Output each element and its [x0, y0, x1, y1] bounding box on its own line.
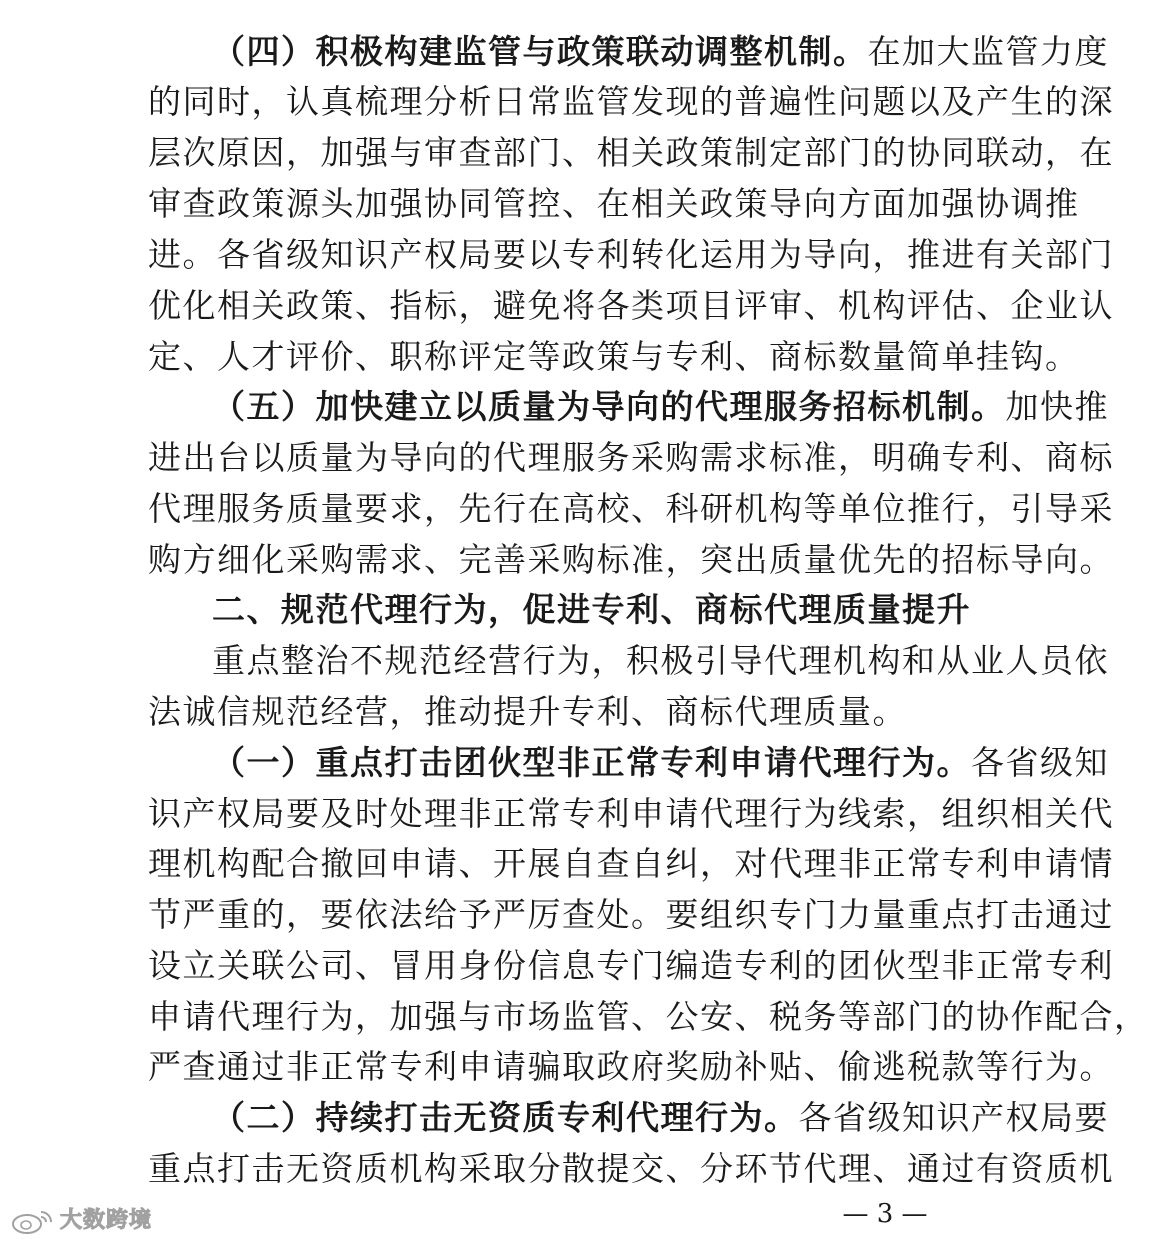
body-text: 各省级知: [971, 743, 1109, 782]
text-line: 识产权局要及时处理非正常专利申请代理行为线索，组织相关代: [148, 794, 1114, 833]
text-line: 法诚信规范经营，推动提升专利、商标代理质量。: [148, 692, 907, 731]
text-line: 重点整治不规范经营行为，积极引导代理机构和从业人员依: [212, 641, 1109, 680]
text-line: 审查政策源头加强协同管控、在相关政策导向方面加强协调推: [148, 184, 1080, 223]
text-line: 设立关联公司、冒用身份信息专门编造专利的团伙型非正常专利: [148, 946, 1114, 985]
paragraph-2-heading-line: [212, 1094, 1109, 1142]
paragraph-1-heading-line: [212, 739, 1109, 787]
text-line: 节严重的，要依法给予严厉查处。要组织专门力量重点打击通过: [148, 895, 1114, 934]
text-line: 优化相关政策、指标，避免将各类项目评审、机构评估、企业认: [148, 286, 1114, 325]
heading-text: （四）积极构建监管与政策联动调整机制。: [212, 32, 868, 71]
text-line: 层次原因，加强与审查部门、相关政策制定部门的协同联动，在: [148, 133, 1114, 172]
page-number: — 3 —: [842, 1199, 928, 1229]
text-line: 严查通过非正常专利申请骗取政府奖励补贴、偷逃税款等行为。: [148, 1047, 1114, 1086]
section-2-title: 二、规范代理行为，促进专利、商标代理质量提升: [212, 590, 971, 629]
watermark: [10, 1204, 152, 1238]
text-line: 代理服务质量要求，先行在高校、科研机构等单位推行，引导采: [148, 489, 1114, 528]
paragraph-5-heading-line: [212, 383, 1109, 431]
heading-text: （五）加快建立以质量为导向的代理服务招标机制。: [212, 387, 1006, 426]
weibo-logo-icon: [10, 1206, 56, 1236]
body-text: 加快推: [1005, 387, 1109, 426]
body-text: 在加大监管力度: [867, 32, 1109, 71]
text-line: 定、人才评价、职称评定等政策与专利、商标数量简单挂钩。: [148, 337, 1080, 376]
heading-text: （一）重点打击团伙型非正常专利申请代理行为。: [212, 743, 971, 782]
watermark-text: 大数跨境: [60, 1208, 153, 1233]
heading-text: （二）持续打击无资质专利代理行为。: [212, 1098, 799, 1137]
text-line: 重点打击无资质机构采取分散提交、分环节代理、通过有资质机: [148, 1149, 1114, 1188]
text-line: 进。各省级知识产权局要以专利转化运用为导向，推进有关部门: [148, 235, 1114, 274]
text-line: 购方细化采购需求、完善采购标准，突出质量优先的招标导向。: [148, 540, 1114, 579]
paragraph-4-heading-line: [212, 28, 1109, 76]
text-line: 理机构配合撤回申请、开展自查自纠，对代理非正常专利申请情: [148, 844, 1114, 883]
text-line: 进出台以质量为导向的代理服务采购需求标准，明确专利、商标: [148, 438, 1114, 477]
text-line: 的同时，认真梳理分析日常监管发现的普遍性问题以及产生的深: [148, 82, 1114, 121]
body-text: 各省级知识产权局要: [798, 1098, 1109, 1137]
text-line: 申请代理行为，加强与市场监管、公安、税务等部门的协作配合，: [148, 997, 1149, 1036]
